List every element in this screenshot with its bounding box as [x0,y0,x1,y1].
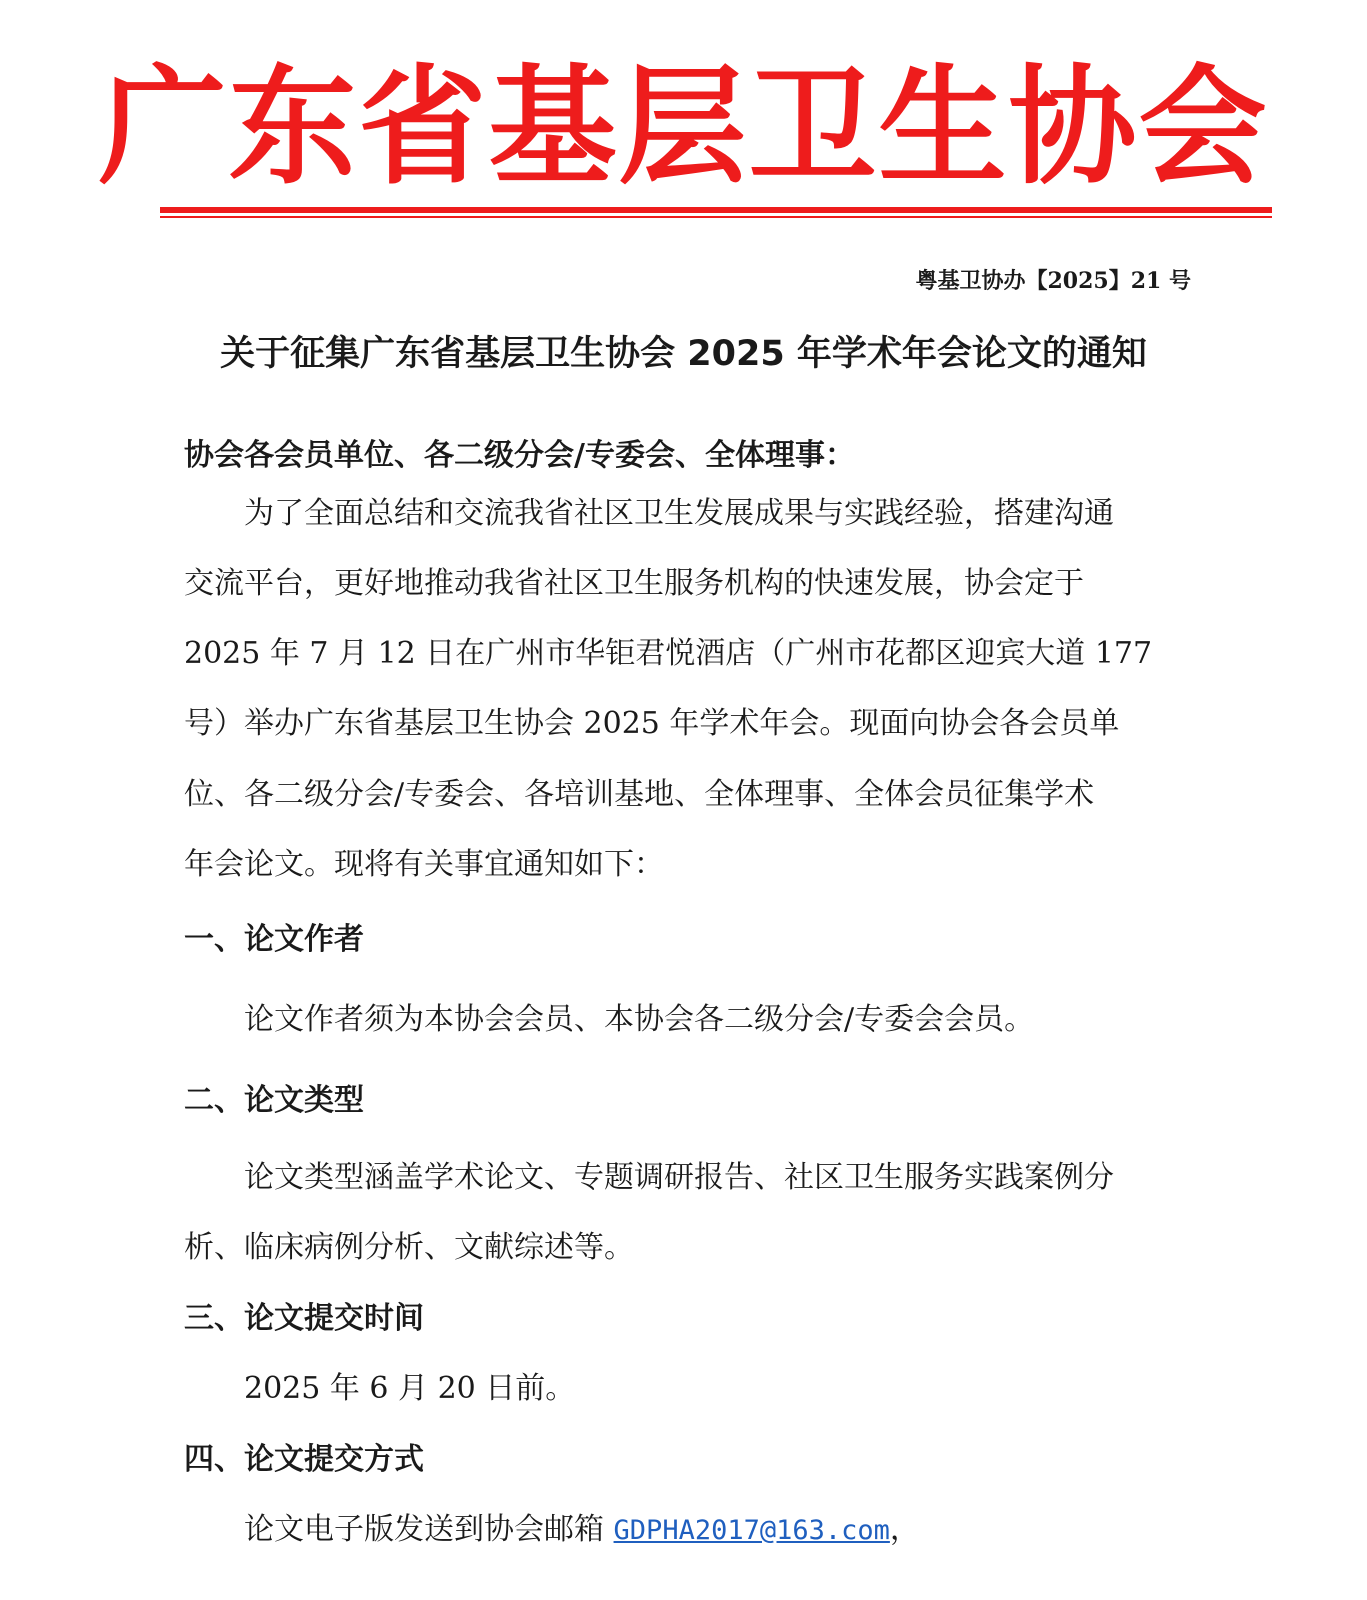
submission-text-prefix: 论文电子版发送到协会邮箱 [244,1512,614,1547]
intro-line: 2025 年 7 月 12 日在广州市华钜君悦酒店（广州市花都区迎宾大道 177 [184,636,1153,671]
salutation: 协会各会员单位、各二级分会/专委会、全体理事： [184,438,855,473]
section-heading-types: 二、论文类型 [184,1083,364,1118]
intro-line: 位、各二级分会/专委会、各培训基地、全体理事、全体会员征集学术 [184,777,1095,812]
section-deadline-text: 2025 年 6 月 20 日前。 [244,1371,576,1406]
section-submission-text [244,1510,920,1551]
organization-masthead: 广东省基层卫生协会 [98,52,1269,202]
submission-text-suffix: ， [889,1512,920,1547]
section-heading-submission: 四、论文提交方式 [184,1442,424,1477]
intro-line: 号）举办广东省基层卫生协会 2025 年学术年会。现面向协会各会员单 [184,706,1120,741]
section-heading-deadline: 三、论文提交时间 [184,1301,424,1336]
masthead-rule-thin [160,216,1272,218]
masthead-rule-thick [160,207,1272,213]
intro-line: 交流平台，更好地推动我省社区卫生服务机构的快速发展，协会定于 [184,566,1084,601]
intro-line: 为了全面总结和交流我省社区卫生发展成果与实践经验，搭建沟通 [244,496,1114,531]
section-types-text: 论文类型涵盖学术论文、专题调研报告、社区卫生服务实践案例分 [244,1160,1114,1195]
section-types-text: 析、临床病例分析、文献综述等。 [184,1230,634,1265]
document-number: 粤基卫协办【2025】21 号 [915,268,1191,294]
section-heading-authors: 一、论文作者 [184,922,364,957]
section-authors-text: 论文作者须为本协会会员、本协会各二级分会/专委会会员。 [244,1002,1035,1037]
notice-title: 关于征集广东省基层卫生协会 2025 年学术年会论文的通知 [220,334,1147,374]
email-link[interactable]: GDPHA2017@163.com [613,1515,890,1546]
intro-line: 年会论文。现将有关事宜通知如下： [184,847,664,882]
